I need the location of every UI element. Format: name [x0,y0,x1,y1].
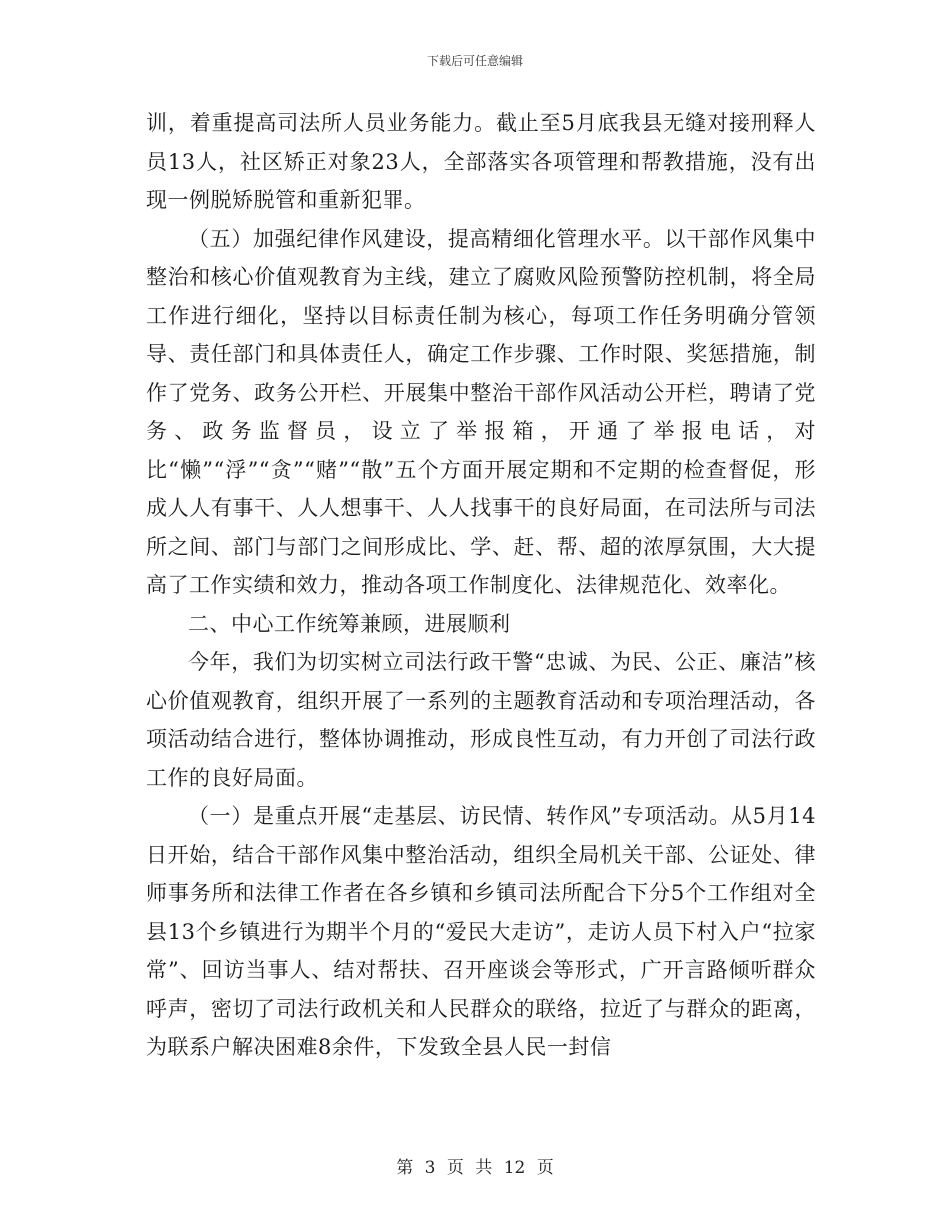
page-header-note: 下载后可任意编辑 [426,54,523,68]
paragraph-discipline: （五）加强纪律作风建设，提高精细化管理水平。以干部作风集中整治和核心价值观教育为主线，建立了腐败风险预警防控机制，将全局工作进行细化，坚持以目标责任制为核心，每项工作任务明确分管领导、责任部门和具体责任人，确定工作步骤、工作时限、奖惩措施，制作了党务、政务公开栏、开展集中整治干部作风活动公开栏，聘请了党务、政务监督员，设立了举报箱，开通了举报电话，对比“懒”“浮”“贪”“赌”“散”五个方面开展定期和不定期的检查督促，形成人人有事干、人人想事干、人人找事干的良好局面，在司法所与司法所之间、部门与部门之间形成比、学、赶、帮、超的浓厚氛围，大大提高了工作实绩和效力，推动各项工作制度化、法律规范化、效率化。 [146,226,816,597]
paragraph-grassroots: （一）是重点开展“走基层、访民情、转作风”专项活动。从5月14日开始，结合干部作风集中整治活动，组织全局机关干部、公证处、律师事务所和法律工作者在各乡镇和乡镇司法所配合下分5个工作组对全县13个乡镇进行为期半个月的“爱民大走访”，走访人员下村入户“拉家常”、回访当事人、结对帮扶、召开座谈会等形式，广开言路倾听群众呼声，密切了司法行政机关和人民群众的联络，拉近了与群众的距离，为联系户解决困难8余件，下发致全县人民一封信 [146,804,816,1059]
paragraph-core-values: 今年，我们为切实树立司法行政干警“忠诚、为民、公正、廉洁”核心价值观教育，组织开展了一系列的主题教育活动和专项治理活动，各项活动结合进行，整体协调推动，形成良性互动，有力开创了司法行政工作的良好局面。 [146,650,816,790]
page-number: 第 3 页 共 12 页 [396,1158,554,1178]
paragraph-continuation: 训，着重提高司法所人员业务能力。截止至5月底我县无缝对接刑释人员13人，社区矫正对象23人，全部落实各项管理和帮教措施，没有出现一例脱矫脱管和重新犯罪。 [146,111,816,212]
document-body [146,104,816,1067]
section-heading: 二、中心工作统筹兼顾，进展顺利 [188,611,511,636]
